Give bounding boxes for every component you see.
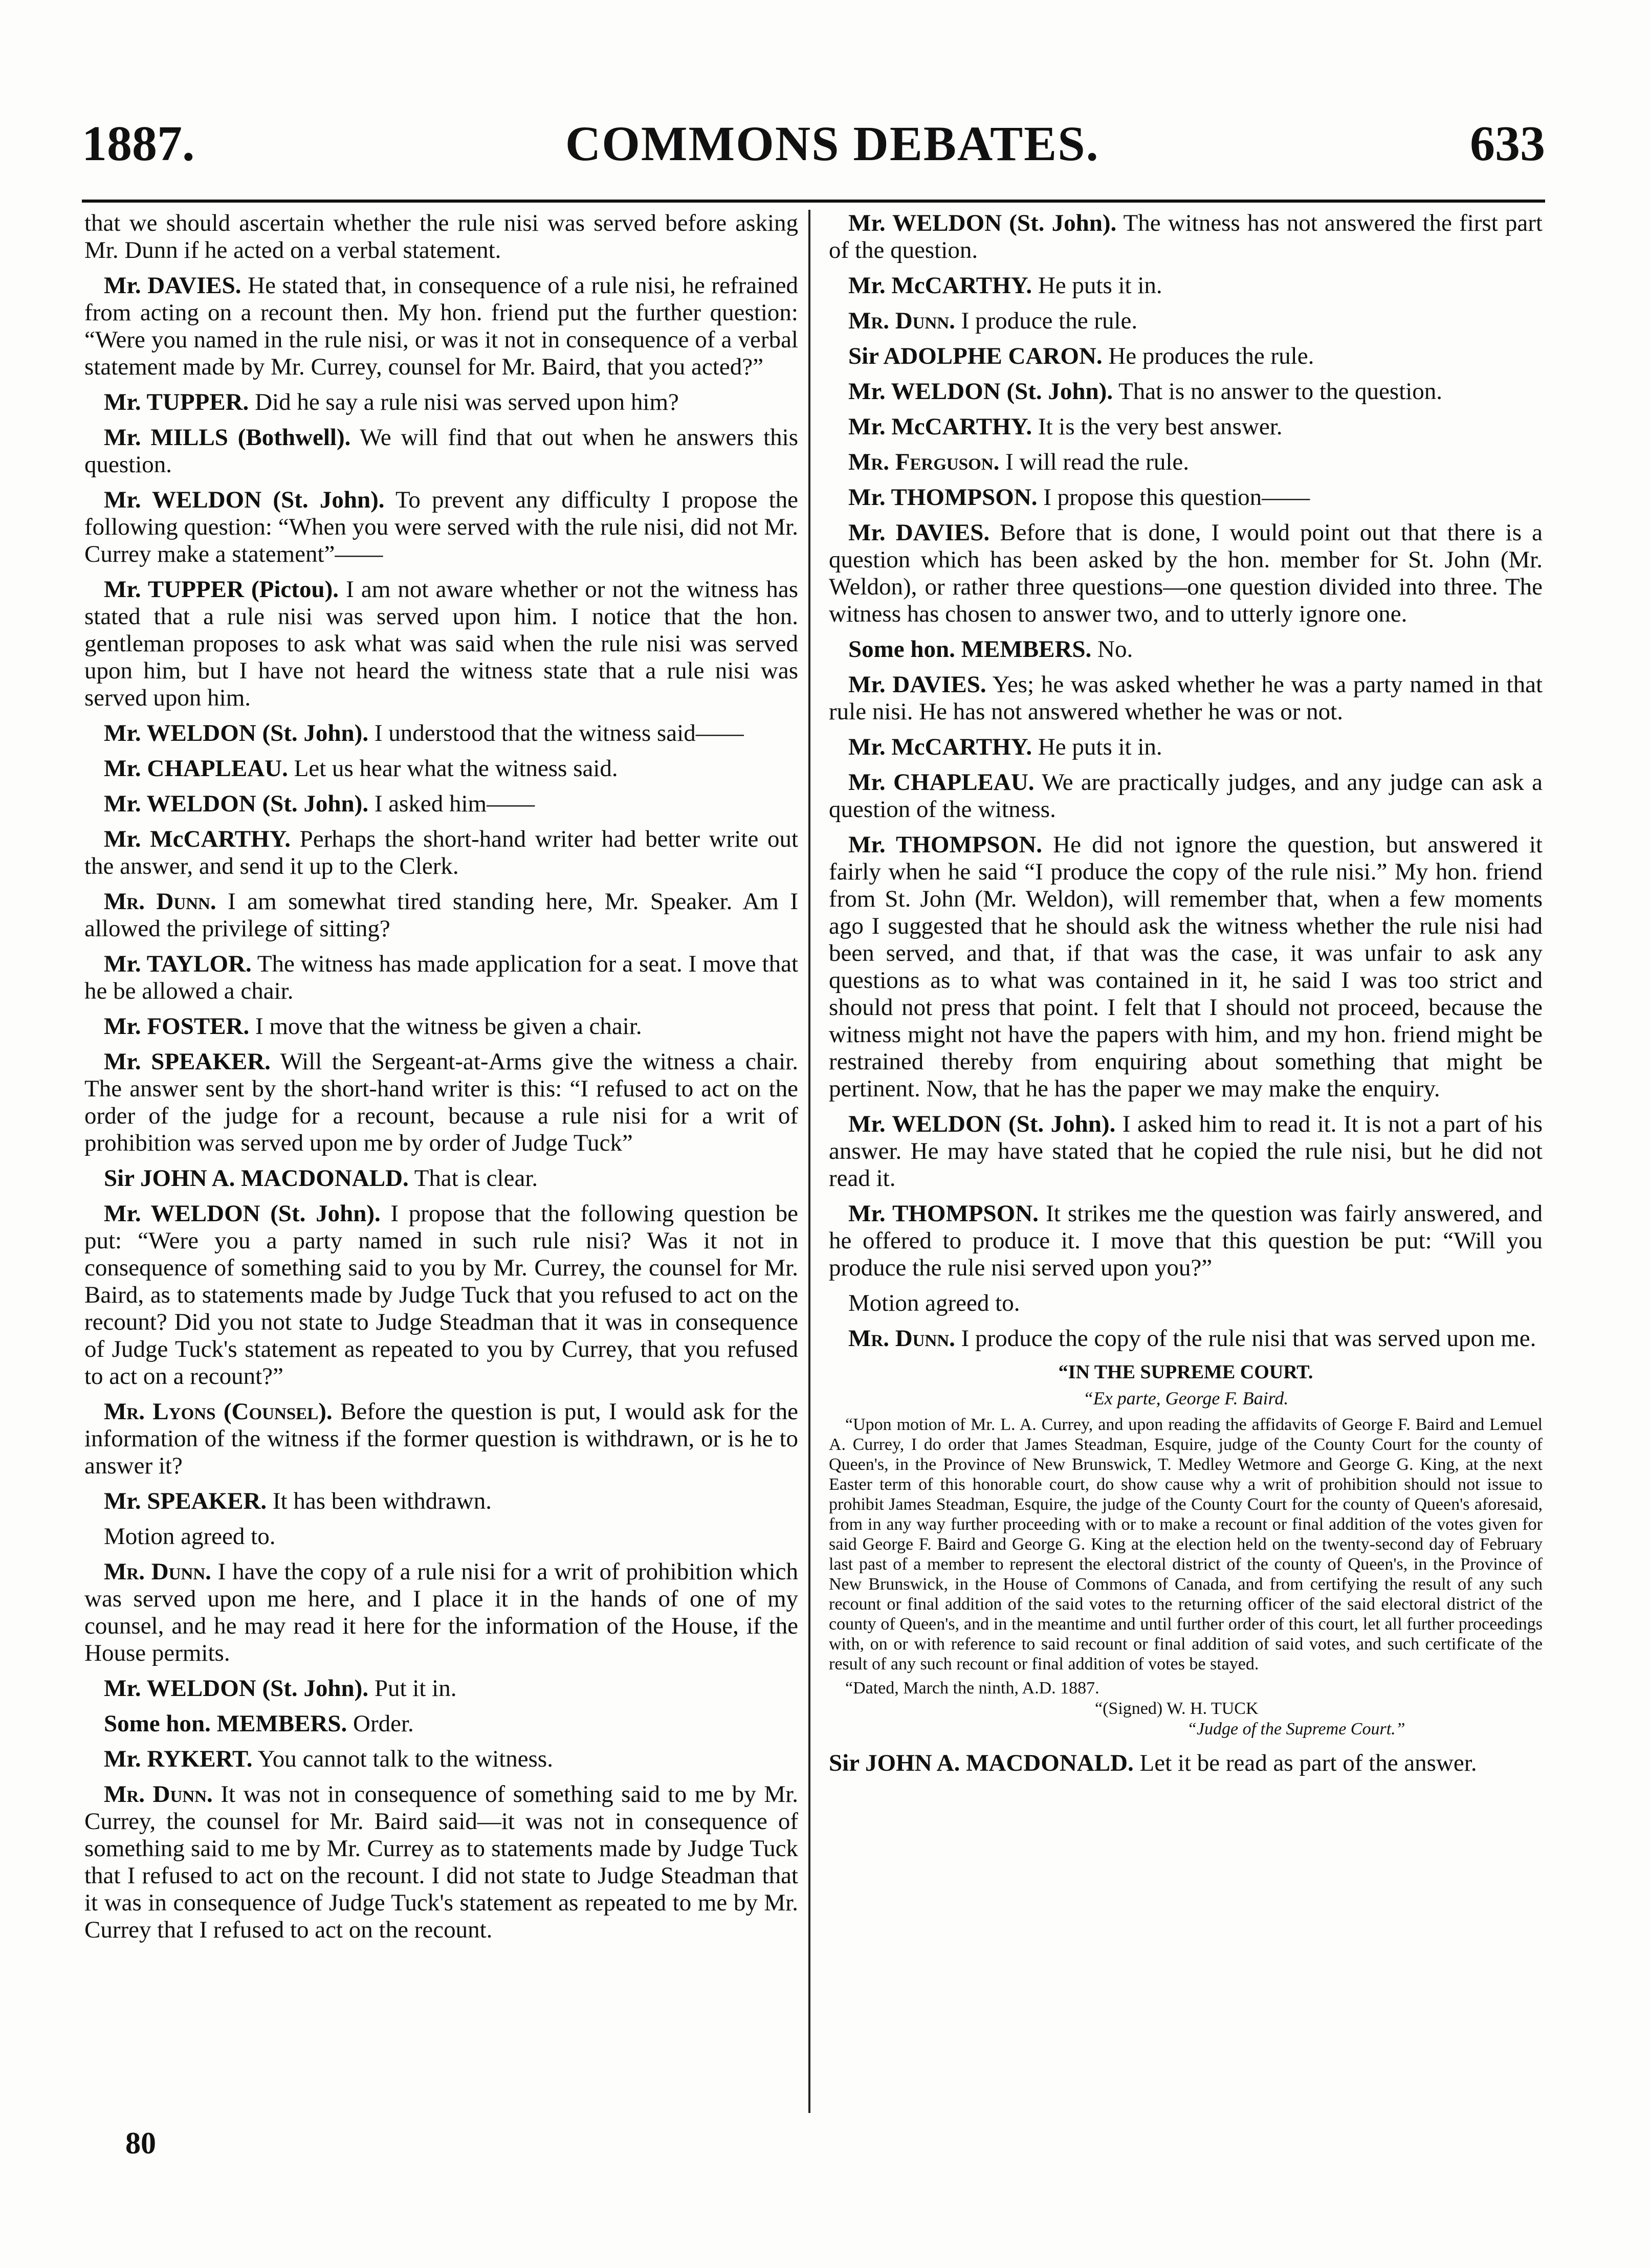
right-column [829, 210, 1543, 2113]
speaker-name: Some hon. MEMBERS. [848, 636, 1092, 663]
closing-speech [829, 1750, 1543, 1777]
speech-text: I have the copy of a rule nisi for a writ of prohibition which was served upon me here, and I place it in the hands of one of my counsel, and he may read it here for the information of the House, if the House permits. [84, 1558, 798, 1666]
speech-text: We are practically judges, and any judge can ask a question of the witness. [829, 769, 1543, 823]
court-document [829, 1360, 1543, 1739]
speech-text: that we should ascertain whether the rule nisi was served before asking Mr. Dunn if he acted on a verbal statement. [84, 210, 798, 263]
speaker-name: Mr. Dunn. [848, 1325, 955, 1352]
speaker-name: Mr. WELDON (St. John). [104, 720, 369, 746]
speech-text: No. [1097, 636, 1133, 663]
speech-paragraph [829, 636, 1543, 663]
speech-paragraph [84, 755, 798, 782]
speech-text: It was not in consequence of something said to me by Mr. Currey, the counsel for Mr. Baird said—it was not in consequence of something said to me by Mr. Currey as to statements made by Judge Tuck that I refused to act on the recount. I did not state to Judge Steadman that it was in consequence of Judge Tuck's statement as repeated to me by Mr. Currey that I refused to act on the recount. [84, 1781, 798, 1943]
speech-text: I asked him—— [374, 790, 535, 817]
speaker-name: Mr. DAVIES. [104, 272, 241, 299]
right-column-speeches [829, 210, 1543, 1352]
header-rule [82, 200, 1545, 203]
speech-text: The witness has made application for a seat. I move that he be allowed a chair. [84, 951, 798, 1004]
speech-paragraph [829, 1290, 1543, 1317]
speaker-name: Mr. WELDON (St. John). [104, 1200, 381, 1227]
header-title: COMMONS DEBATES. [565, 116, 1099, 171]
speaker-name: Mr. TUPPER. [104, 389, 249, 415]
page-header [82, 115, 1545, 197]
speech-text: That is no answer to the question. [1118, 378, 1443, 405]
speech-text: He did not ignore the question, but answered it fairly when he said “I produce the copy of the rule nisi.” My hon. friend from St. John (Mr. Weldon), will remember that, when a few moments ago I suggested that he should ask the witness whether the rule nisi had been served, and that, if that was the case, it was unfair to ask any questions as to what was contained in it, he said I was too strict and should not press that point. I felt that I should not proceed, because the witness might not have the papers with him, and my hon. friend might be restrained thereby from enquiring about something that might be pertinent. Now, that he has the paper we may make the enquiry. [829, 831, 1543, 1102]
document-signed: “(Signed) W. H. TUCK [1095, 1699, 1259, 1718]
document-dated: “Dated, March the ninth, A.D. 1887. [845, 1679, 1099, 1698]
document-heading: “IN THE SUPREME COURT. [1058, 1361, 1313, 1383]
speaker-name: Mr. THOMPSON. [848, 484, 1038, 511]
speech-paragraph [829, 734, 1543, 761]
speaker-name: Mr. WELDON (St. John). [848, 1111, 1116, 1137]
speech-paragraph [829, 1200, 1543, 1282]
speech-paragraph [84, 790, 798, 818]
speech-paragraph [829, 378, 1543, 405]
speaker-name: Mr. McCARTHY. [848, 272, 1032, 299]
speech-text: I understood that the witness said—— [374, 720, 744, 746]
speech-paragraph [84, 888, 798, 942]
speech-paragraph [84, 424, 798, 478]
closing-speaker: Sir JOHN A. MACDONALD. [829, 1750, 1134, 1776]
speaker-name: Mr. Dunn. [848, 307, 955, 334]
speaker-name: Mr. McCARTHY. [848, 734, 1032, 760]
speech-paragraph [829, 272, 1543, 299]
speech-paragraph [829, 484, 1543, 511]
speech-paragraph [829, 343, 1543, 370]
speech-paragraph [829, 210, 1543, 264]
speech-paragraph [84, 826, 798, 880]
speech-text: He puts it in. [1038, 734, 1162, 760]
speech-text: He puts it in. [1038, 272, 1162, 299]
left-column [84, 210, 798, 2113]
speaker-name: Sir ADOLPHE CARON. [848, 343, 1103, 369]
speech-text: I am somewhat tired standing here, Mr. Speaker. Am I allowed the privilege of sitting? [84, 888, 798, 942]
speech-paragraph [84, 1048, 798, 1157]
speech-text: He produces the rule. [1108, 343, 1314, 369]
speaker-name: Mr. Dunn. [104, 1558, 211, 1585]
speech-text: That is clear. [414, 1165, 538, 1192]
speech-text: Put it in. [374, 1675, 457, 1702]
document-signed-title: “Judge of the Supreme Court.” [1187, 1720, 1405, 1738]
speech-paragraph [84, 1165, 798, 1192]
document-body: “Upon motion of Mr. L. A. Currey, and upon reading the affidavits of George F. Baird and Lemuel A. Currey, I do order that James Steadman, Esquire, judge of the County Court for the county of Queen's, in the Province of New Brunswick, T. Medley Wetmore and George G. King, at the next Easter term of this honorable court, do show cause why a writ of prohibition should not issue to prohibit James Steadman, Esquire, the judge of the County Court for the county of Queen's aforesaid, from in any way further proceeding with or to make a recount or final addition of the votes given for said George F. Baird and George G. King at the election held on the twenty-second day of February last past of a member to represent the electoral district of the county of Queen's, in the Province of New Brunswick, in the House of Commons of Canada, and from certifying the result of any such recount or final addition of the said votes to the returning officer of the said electoral district of the county of Queen's, and in the meantime and until further order of this court, let all further proceedings with, on or with reference to said recount or final addition of said votes, and such certificate of the result of any such recount or final addition of votes be stayed. [829, 1415, 1543, 1674]
speech-paragraph [84, 210, 798, 264]
speaker-name: Mr. Dunn. [104, 1781, 213, 1808]
speaker-name: Mr. THOMPSON. [848, 831, 1042, 858]
speech-text: Before the question is put, I would ask for the information of the witness if the former question is withdrawn, or is he to answer it? [84, 1398, 798, 1479]
column-divider [808, 210, 810, 2113]
speech-paragraph [829, 1325, 1543, 1352]
speech-text: I produce the rule. [961, 307, 1138, 334]
speech-paragraph [84, 1675, 798, 1702]
speech-paragraph [829, 769, 1543, 823]
speaker-name: Mr. FOSTER. [104, 1013, 250, 1040]
speech-paragraph [829, 307, 1543, 335]
speech-paragraph [84, 1746, 798, 1773]
speech-text: Before that is done, I would point out that there is a question which has been asked by the hon. member for St. John (Mr. Weldon), or rather three questions—one question divided into three. The witness has chosen to answer two, and to utterly ignore one. [829, 519, 1543, 627]
speech-text: We will find that out when he answers this question. [84, 424, 798, 478]
speech-paragraph [829, 671, 1543, 725]
footer-signature: 80 [125, 2126, 156, 2160]
speech-text: You cannot talk to the witness. [257, 1746, 553, 1772]
speech-paragraph [829, 831, 1543, 1103]
speech-text: I move that the witness be given a chair. [255, 1013, 642, 1040]
speaker-name: Mr. THOMPSON. [848, 1200, 1039, 1227]
speech-text: Perhaps the short-hand writer had better write out the answer, and send it up to the Clerk. [84, 826, 798, 879]
speech-text: I propose that the following question be put: “Were you a party named in such rule nisi? Was it not in consequence of something said to you by Mr. Currey, the counsel for Mr. Baird, as to statements made by Judge Tuck that you refused to act on the recount? Did you not state to Judge Steadman that it was in consequence of Judge Tuck's statement as repeated to you by Currey, that you refused to act on a recount?” [84, 1200, 798, 1390]
speaker-name: Mr. McCARTHY. [848, 413, 1032, 440]
speech-paragraph [84, 1398, 798, 1480]
speaker-name: Mr. WELDON (St. John). [104, 790, 369, 817]
speaker-name: Mr. TAYLOR. [104, 951, 252, 977]
speech-paragraph [84, 1781, 798, 1944]
speaker-name: Mr. WELDON (St. John). [848, 378, 1113, 405]
speech-text: Order. [353, 1710, 414, 1737]
speech-paragraph [84, 1710, 798, 1737]
speaker-name: Mr. RYKERT. [104, 1746, 253, 1772]
speech-text: He stated that, in consequence of a rule nisi, he refrained from acting on a recount then. My hon. friend put the further question: “Were you named in the rule nisi, or was it not in consequence of a verbal statement made by Mr. Currey, counsel for Mr. Baird, that you acted?” [84, 272, 798, 380]
speaker-name: Mr. CHAPLEAU. [848, 769, 1035, 796]
speech-paragraph [84, 720, 798, 747]
speech-paragraph [829, 449, 1543, 476]
speech-paragraph [84, 1523, 798, 1550]
speaker-name: Mr. CHAPLEAU. [104, 755, 288, 782]
speech-text: Did he say a rule nisi was served upon him? [255, 389, 679, 415]
speech-paragraph [84, 1558, 798, 1667]
document-subheading: “Ex parte, George F. Baird. [1083, 1388, 1289, 1408]
speech-text: Motion agreed to. [104, 1523, 276, 1550]
speech-paragraph [84, 576, 798, 712]
speaker-name: Mr. SPEAKER. [104, 1488, 267, 1514]
speaker-name: Mr. McCARTHY. [104, 826, 291, 852]
speech-paragraph [829, 1111, 1543, 1192]
speech-paragraph [84, 272, 798, 381]
speaker-name: Mr. Lyons (Counsel). [104, 1398, 333, 1425]
header-year: 1887. [82, 116, 195, 171]
speech-text: I propose this question—— [1043, 484, 1310, 511]
speaker-name: Mr. Dunn. [104, 888, 216, 915]
speech-text: I will read the rule. [1005, 449, 1189, 475]
speech-text: I am not aware whether or not the witness has stated that a rule nisi was served upon him. I notice that the hon. gentleman proposes to ask what was said when the rule nisi was served upon him, but I have not heard the witness state that a rule nisi was served upon him. [84, 576, 798, 711]
speaker-name: Sir JOHN A. MACDONALD. [104, 1165, 409, 1192]
speech-text: To prevent any difficulty I propose the following question: “When you were served with the rule nisi, did not Mr. Currey make a statement”—— [84, 487, 798, 567]
speaker-name: Mr. WELDON (St. John). [848, 210, 1117, 236]
closing-text: Let it be read as part of the answer. [1139, 1750, 1477, 1776]
speech-paragraph [84, 1488, 798, 1515]
speech-text: It is the very best answer. [1038, 413, 1283, 440]
speech-text: Motion agreed to. [848, 1290, 1020, 1316]
speaker-name: Mr. DAVIES. [848, 519, 990, 546]
speech-paragraph [84, 1013, 798, 1040]
speaker-name: Some hon. MEMBERS. [104, 1710, 347, 1737]
page-number: 633 [1470, 116, 1545, 171]
speech-paragraph [829, 519, 1543, 628]
speech-text: I produce the copy of the rule nisi that was served upon me. [961, 1325, 1536, 1352]
speech-text: Will the Sergeant-at-Arms give the witness a chair. The answer sent by the short-hand writer is this: “I refused to act on the order of the judge for a recount, because a rule nisi for a writ of prohibition was served upon me by order of Judge Tuck” [84, 1048, 798, 1156]
speaker-name: Mr. Ferguson. [848, 449, 1000, 475]
speaker-name: Mr. WELDON (St. John). [104, 1675, 369, 1702]
speech-paragraph [84, 389, 798, 416]
speech-text: The witness has not answered the first part of the question. [829, 210, 1543, 263]
speech-paragraph [84, 1200, 798, 1390]
speech-paragraph [84, 951, 798, 1005]
speech-paragraph [829, 413, 1543, 441]
speech-text: Let us hear what the witness said. [294, 755, 618, 782]
speech-text: It strikes me the question was fairly answered, and he offered to produce it. I move that this question be put: “Will you produce the rule nisi served upon you?” [829, 1200, 1543, 1281]
speaker-name: Mr. MILLS (Bothwell). [104, 424, 351, 451]
speech-paragraph [84, 487, 798, 568]
speaker-name: Mr. SPEAKER. [104, 1048, 271, 1075]
speaker-name: Mr. TUPPER (Pictou). [104, 576, 339, 603]
speech-text: I asked him to read it. It is not a part of his answer. He may have stated that he copied the rule nisi, but he did not read it. [829, 1111, 1543, 1192]
speech-text: It has been withdrawn. [272, 1488, 492, 1514]
speaker-name: Mr. WELDON (St. John). [104, 487, 385, 513]
speaker-name: Mr. DAVIES. [848, 671, 986, 698]
speech-text: Yes; he was asked whether he was a party named in that rule nisi. He has not answered whether he was or not. [829, 671, 1543, 725]
